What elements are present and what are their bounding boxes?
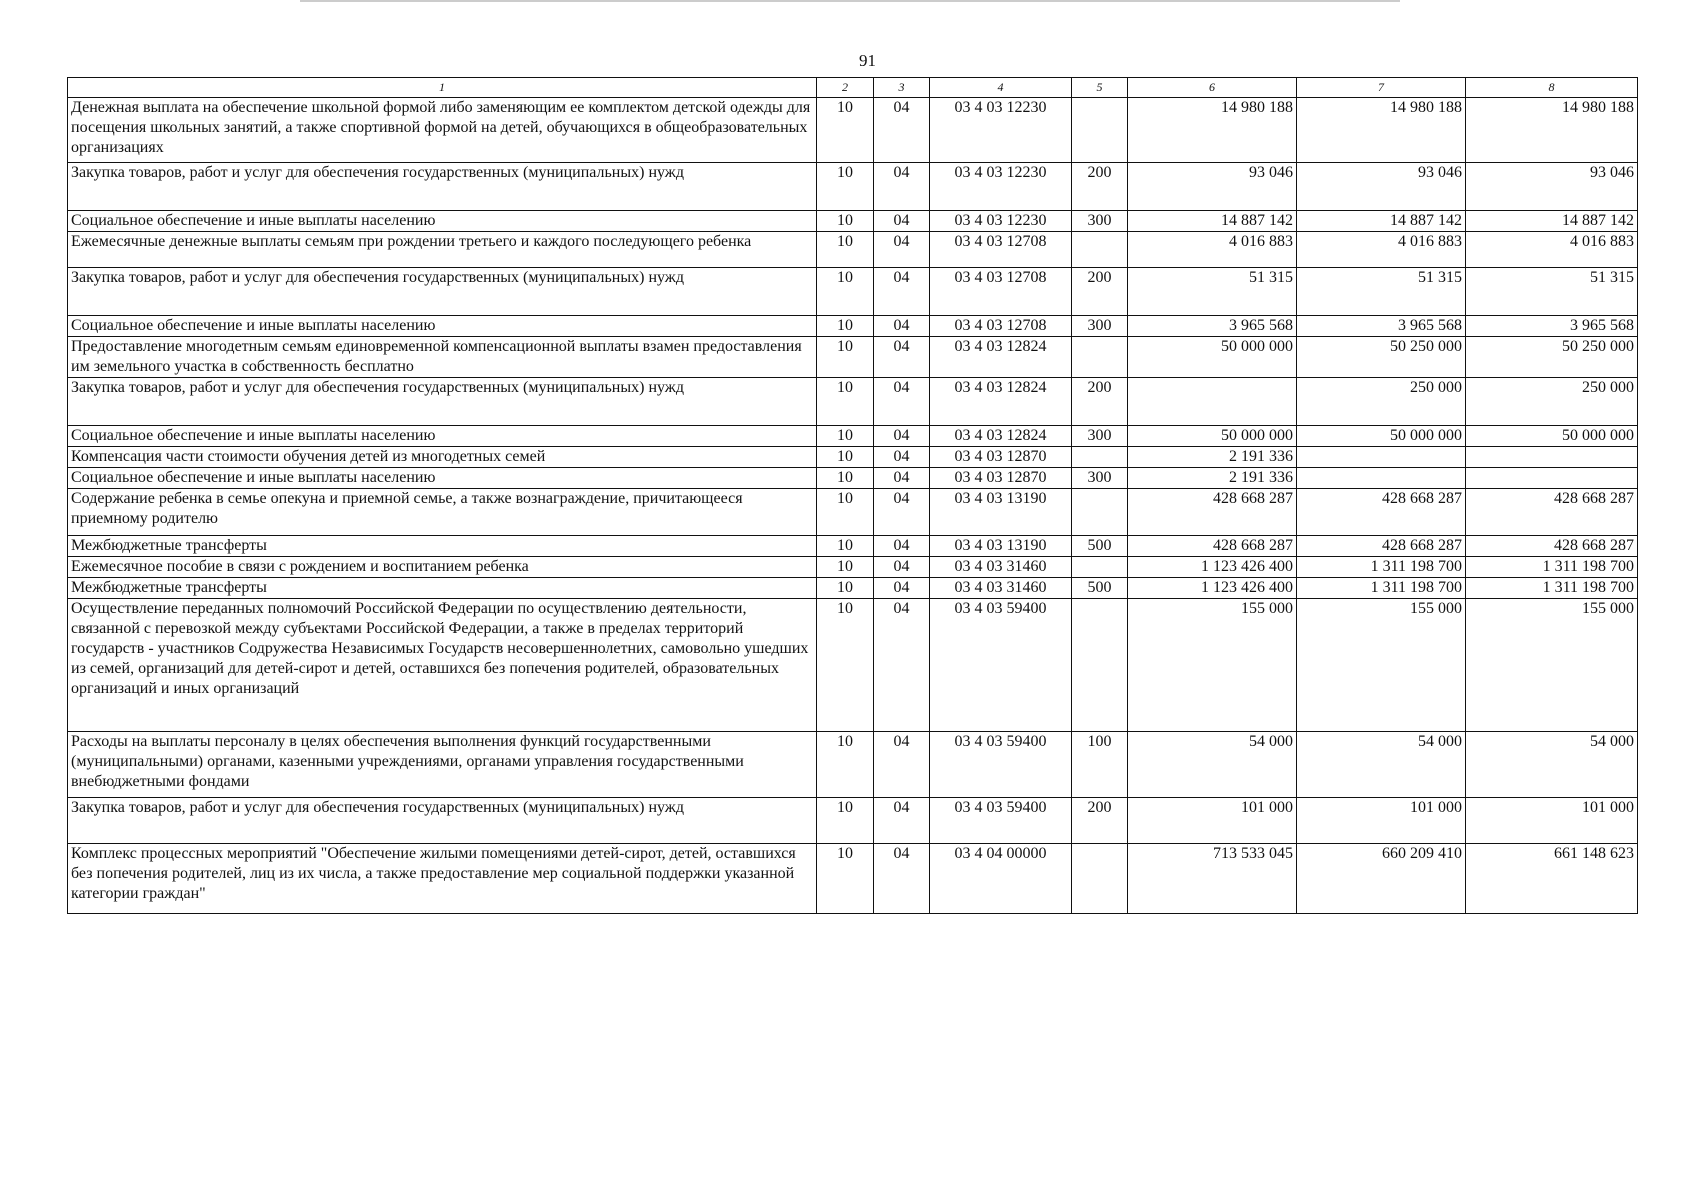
row-name: Ежемесячное пособие в связи с рождением и воспитанием ребенка xyxy=(68,557,817,578)
row-amount-col7: 54 000 xyxy=(1297,732,1466,798)
row-section: 10 xyxy=(817,798,874,844)
row-amount-col8: 14 980 188 xyxy=(1466,98,1638,163)
row-amount-col7: 428 668 287 xyxy=(1297,489,1466,536)
row-expense-type: 300 xyxy=(1072,211,1128,232)
row-subsection: 04 xyxy=(874,211,930,232)
row-target-article: 03 4 03 12708 xyxy=(930,232,1072,268)
row-subsection: 04 xyxy=(874,489,930,536)
row-amount-col6: 2 191 336 xyxy=(1128,447,1297,468)
row-name: Закупка товаров, работ и услуг для обеспечения государственных (муниципальных) нужд xyxy=(68,163,817,211)
row-target-article: 03 4 03 59400 xyxy=(930,599,1072,732)
row-amount-col6 xyxy=(1128,378,1297,426)
row-expense-type: 300 xyxy=(1072,316,1128,337)
table-row xyxy=(68,732,1638,798)
row-section: 10 xyxy=(817,426,874,447)
row-amount-col6: 93 046 xyxy=(1128,163,1297,211)
row-amount-col8: 50 000 000 xyxy=(1466,426,1638,447)
row-amount-col7: 250 000 xyxy=(1297,378,1466,426)
row-expense-type xyxy=(1072,489,1128,536)
row-amount-col7: 51 315 xyxy=(1297,268,1466,316)
row-name: Социальное обеспечение и иные выплаты населению xyxy=(68,211,817,232)
row-section: 10 xyxy=(817,468,874,489)
row-subsection: 04 xyxy=(874,578,930,599)
row-amount-col6: 3 965 568 xyxy=(1128,316,1297,337)
table-row xyxy=(68,337,1638,378)
row-expense-type xyxy=(1072,557,1128,578)
row-expense-type xyxy=(1072,232,1128,268)
row-name: Закупка товаров, работ и услуг для обеспечения государственных (муниципальных) нужд xyxy=(68,378,817,426)
row-amount-col8 xyxy=(1466,468,1638,489)
row-expense-type xyxy=(1072,599,1128,732)
table-body xyxy=(68,98,1638,914)
table-row xyxy=(68,489,1638,536)
row-amount-col6: 14 980 188 xyxy=(1128,98,1297,163)
row-amount-col6: 428 668 287 xyxy=(1128,536,1297,557)
row-amount-col7: 14 887 142 xyxy=(1297,211,1466,232)
row-amount-col7: 3 965 568 xyxy=(1297,316,1466,337)
column-number-row xyxy=(68,78,1638,98)
row-section: 10 xyxy=(817,378,874,426)
row-subsection: 04 xyxy=(874,232,930,268)
row-section: 10 xyxy=(817,489,874,536)
row-section: 10 xyxy=(817,268,874,316)
row-section: 10 xyxy=(817,211,874,232)
row-subsection: 04 xyxy=(874,378,930,426)
table-row xyxy=(68,447,1638,468)
row-expense-type: 500 xyxy=(1072,578,1128,599)
row-subsection: 04 xyxy=(874,798,930,844)
row-name: Предоставление многодетным семьям единовременной компенсационной выплаты взамен предоставления им земельного участка в собственность бесплатно xyxy=(68,337,817,378)
row-subsection: 04 xyxy=(874,447,930,468)
row-subsection: 04 xyxy=(874,599,930,732)
row-amount-col8: 428 668 287 xyxy=(1466,536,1638,557)
row-amount-col8: 661 148 623 xyxy=(1466,844,1638,914)
row-amount-col7: 101 000 xyxy=(1297,798,1466,844)
page-number: 91 xyxy=(859,51,876,70)
row-amount-col6: 51 315 xyxy=(1128,268,1297,316)
row-name: Социальное обеспечение и иные выплаты населению xyxy=(68,468,817,489)
row-name: Межбюджетные трансферты xyxy=(68,536,817,557)
row-target-article: 03 4 03 12230 xyxy=(930,98,1072,163)
row-amount-col6: 54 000 xyxy=(1128,732,1297,798)
row-expense-type: 500 xyxy=(1072,536,1128,557)
row-section: 10 xyxy=(817,732,874,798)
row-target-article: 03 4 03 12824 xyxy=(930,426,1072,447)
row-amount-col6: 1 123 426 400 xyxy=(1128,557,1297,578)
row-amount-col6: 155 000 xyxy=(1128,599,1297,732)
row-subsection: 04 xyxy=(874,163,930,211)
row-target-article: 03 4 03 59400 xyxy=(930,798,1072,844)
row-name: Осуществление переданных полномочий Российской Федерации по осуществлению деятельности, связанной с перевозкой между субъектами Российской Федерации, а также в пределах территорий государств - участников Содружества Независимых Государств несовершеннолетних, самовольно ушедших из семей, организаций для детей-сирот и детей, оставшихся без попечения родителей, образовательных организаций и иных организаций xyxy=(68,599,817,732)
row-amount-col7 xyxy=(1297,447,1466,468)
row-amount-col6: 4 016 883 xyxy=(1128,232,1297,268)
row-section: 10 xyxy=(817,599,874,732)
row-name: Межбюджетные трансферты xyxy=(68,578,817,599)
row-name: Закупка товаров, работ и услуг для обеспечения государственных (муниципальных) нужд xyxy=(68,798,817,844)
row-amount-col7: 1 311 198 700 xyxy=(1297,557,1466,578)
table-row xyxy=(68,426,1638,447)
row-target-article: 03 4 03 31460 xyxy=(930,578,1072,599)
row-subsection: 04 xyxy=(874,844,930,914)
row-name: Ежемесячные денежные выплаты семьям при рождении третьего и каждого последующего ребенка xyxy=(68,232,817,268)
row-target-article: 03 4 03 12870 xyxy=(930,468,1072,489)
row-subsection: 04 xyxy=(874,268,930,316)
row-subsection: 04 xyxy=(874,337,930,378)
scan-edge-line xyxy=(300,0,1400,2)
row-section: 10 xyxy=(817,578,874,599)
row-target-article: 03 4 03 31460 xyxy=(930,557,1072,578)
row-amount-col6: 50 000 000 xyxy=(1128,426,1297,447)
row-amount-col8: 1 311 198 700 xyxy=(1466,578,1638,599)
row-target-article: 03 4 03 12230 xyxy=(930,211,1072,232)
table-row xyxy=(68,378,1638,426)
row-amount-col6: 1 123 426 400 xyxy=(1128,578,1297,599)
row-amount-col7: 50 250 000 xyxy=(1297,337,1466,378)
col-header-6: 6 xyxy=(1128,78,1297,98)
row-expense-type: 200 xyxy=(1072,163,1128,211)
row-subsection: 04 xyxy=(874,536,930,557)
row-section: 10 xyxy=(817,337,874,378)
row-section: 10 xyxy=(817,447,874,468)
col-header-4: 4 xyxy=(930,78,1072,98)
row-amount-col6: 14 887 142 xyxy=(1128,211,1297,232)
row-amount-col6: 713 533 045 xyxy=(1128,844,1297,914)
col-header-1: 1 xyxy=(68,78,817,98)
row-target-article: 03 4 03 59400 xyxy=(930,732,1072,798)
row-subsection: 04 xyxy=(874,468,930,489)
row-expense-type: 300 xyxy=(1072,426,1128,447)
row-target-article: 03 4 03 13190 xyxy=(930,536,1072,557)
row-amount-col8: 51 315 xyxy=(1466,268,1638,316)
table-row xyxy=(68,599,1638,732)
row-name: Денежная выплата на обеспечение школьной формой либо заменяющим ее комплектом детской одежды для посещения школьных занятий, а также спортивной формой на детей, обучающихся в общеобразовательных организациях xyxy=(68,98,817,163)
row-amount-col7: 155 000 xyxy=(1297,599,1466,732)
row-amount-col8: 101 000 xyxy=(1466,798,1638,844)
row-amount-col8: 1 311 198 700 xyxy=(1466,557,1638,578)
row-target-article: 03 4 04 00000 xyxy=(930,844,1072,914)
row-section: 10 xyxy=(817,163,874,211)
table-row xyxy=(68,578,1638,599)
row-amount-col8: 14 887 142 xyxy=(1466,211,1638,232)
row-amount-col8: 428 668 287 xyxy=(1466,489,1638,536)
row-target-article: 03 4 03 12708 xyxy=(930,268,1072,316)
row-expense-type: 200 xyxy=(1072,378,1128,426)
row-expense-type xyxy=(1072,98,1128,163)
row-section: 10 xyxy=(817,557,874,578)
row-amount-col6: 50 000 000 xyxy=(1128,337,1297,378)
row-amount-col8: 93 046 xyxy=(1466,163,1638,211)
table-row xyxy=(68,798,1638,844)
row-amount-col8: 4 016 883 xyxy=(1466,232,1638,268)
col-header-2: 2 xyxy=(817,78,874,98)
row-name: Социальное обеспечение и иные выплаты населению xyxy=(68,426,817,447)
row-expense-type: 300 xyxy=(1072,468,1128,489)
row-amount-col8: 50 250 000 xyxy=(1466,337,1638,378)
row-section: 10 xyxy=(817,232,874,268)
row-target-article: 03 4 03 12708 xyxy=(930,316,1072,337)
row-amount-col7 xyxy=(1297,468,1466,489)
row-expense-type xyxy=(1072,447,1128,468)
budget-table xyxy=(67,77,1638,914)
row-amount-col7: 50 000 000 xyxy=(1297,426,1466,447)
row-subsection: 04 xyxy=(874,732,930,798)
col-header-8: 8 xyxy=(1466,78,1638,98)
table-row xyxy=(68,163,1638,211)
col-header-5: 5 xyxy=(1072,78,1128,98)
table-row xyxy=(68,268,1638,316)
row-target-article: 03 4 03 12870 xyxy=(930,447,1072,468)
row-name: Компенсация части стоимости обучения детей из многодетных семей xyxy=(68,447,817,468)
row-subsection: 04 xyxy=(874,557,930,578)
row-section: 10 xyxy=(817,316,874,337)
row-subsection: 04 xyxy=(874,426,930,447)
row-amount-col7: 4 016 883 xyxy=(1297,232,1466,268)
row-amount-col6: 2 191 336 xyxy=(1128,468,1297,489)
row-subsection: 04 xyxy=(874,98,930,163)
table-row xyxy=(68,316,1638,337)
col-header-3: 3 xyxy=(874,78,930,98)
row-amount-col8: 250 000 xyxy=(1466,378,1638,426)
row-name: Комплекс процессных мероприятий "Обеспечение жилыми помещениями детей-сирот, детей, оставшихся без попечения родителей, лиц из их числа, а также предоставление мер социальной поддержки указанной категории граждан" xyxy=(68,844,817,914)
row-amount-col8: 155 000 xyxy=(1466,599,1638,732)
row-amount-col6: 101 000 xyxy=(1128,798,1297,844)
row-target-article: 03 4 03 12824 xyxy=(930,337,1072,378)
row-expense-type: 100 xyxy=(1072,732,1128,798)
table-row xyxy=(68,232,1638,268)
row-amount-col7: 428 668 287 xyxy=(1297,536,1466,557)
row-name: Содержание ребенка в семье опекуна и приемной семье, а также вознаграждение, причитающееся приемному родителю xyxy=(68,489,817,536)
row-expense-type: 200 xyxy=(1072,268,1128,316)
row-amount-col8: 3 965 568 xyxy=(1466,316,1638,337)
row-section: 10 xyxy=(817,844,874,914)
row-name: Закупка товаров, работ и услуг для обеспечения государственных (муниципальных) нужд xyxy=(68,268,817,316)
row-amount-col7: 1 311 198 700 xyxy=(1297,578,1466,599)
row-expense-type xyxy=(1072,844,1128,914)
table-row xyxy=(68,536,1638,557)
table-row xyxy=(68,468,1638,489)
table-row xyxy=(68,844,1638,914)
row-subsection: 04 xyxy=(874,316,930,337)
col-header-7: 7 xyxy=(1297,78,1466,98)
row-amount-col7: 14 980 188 xyxy=(1297,98,1466,163)
row-amount-col7: 660 209 410 xyxy=(1297,844,1466,914)
row-expense-type: 200 xyxy=(1072,798,1128,844)
row-target-article: 03 4 03 12230 xyxy=(930,163,1072,211)
row-amount-col7: 93 046 xyxy=(1297,163,1466,211)
table-row xyxy=(68,98,1638,163)
row-section: 10 xyxy=(817,98,874,163)
table-row xyxy=(68,557,1638,578)
row-target-article: 03 4 03 13190 xyxy=(930,489,1072,536)
row-name: Расходы на выплаты персоналу в целях обеспечения выполнения функций государственными (муниципальными) органами, казенными учреждениями, органами управления государственными внебюджетными фондами xyxy=(68,732,817,798)
row-section: 10 xyxy=(817,536,874,557)
row-expense-type xyxy=(1072,337,1128,378)
row-target-article: 03 4 03 12824 xyxy=(930,378,1072,426)
row-amount-col8: 54 000 xyxy=(1466,732,1638,798)
row-amount-col6: 428 668 287 xyxy=(1128,489,1297,536)
row-name: Социальное обеспечение и иные выплаты населению xyxy=(68,316,817,337)
table-row xyxy=(68,211,1638,232)
row-amount-col8 xyxy=(1466,447,1638,468)
